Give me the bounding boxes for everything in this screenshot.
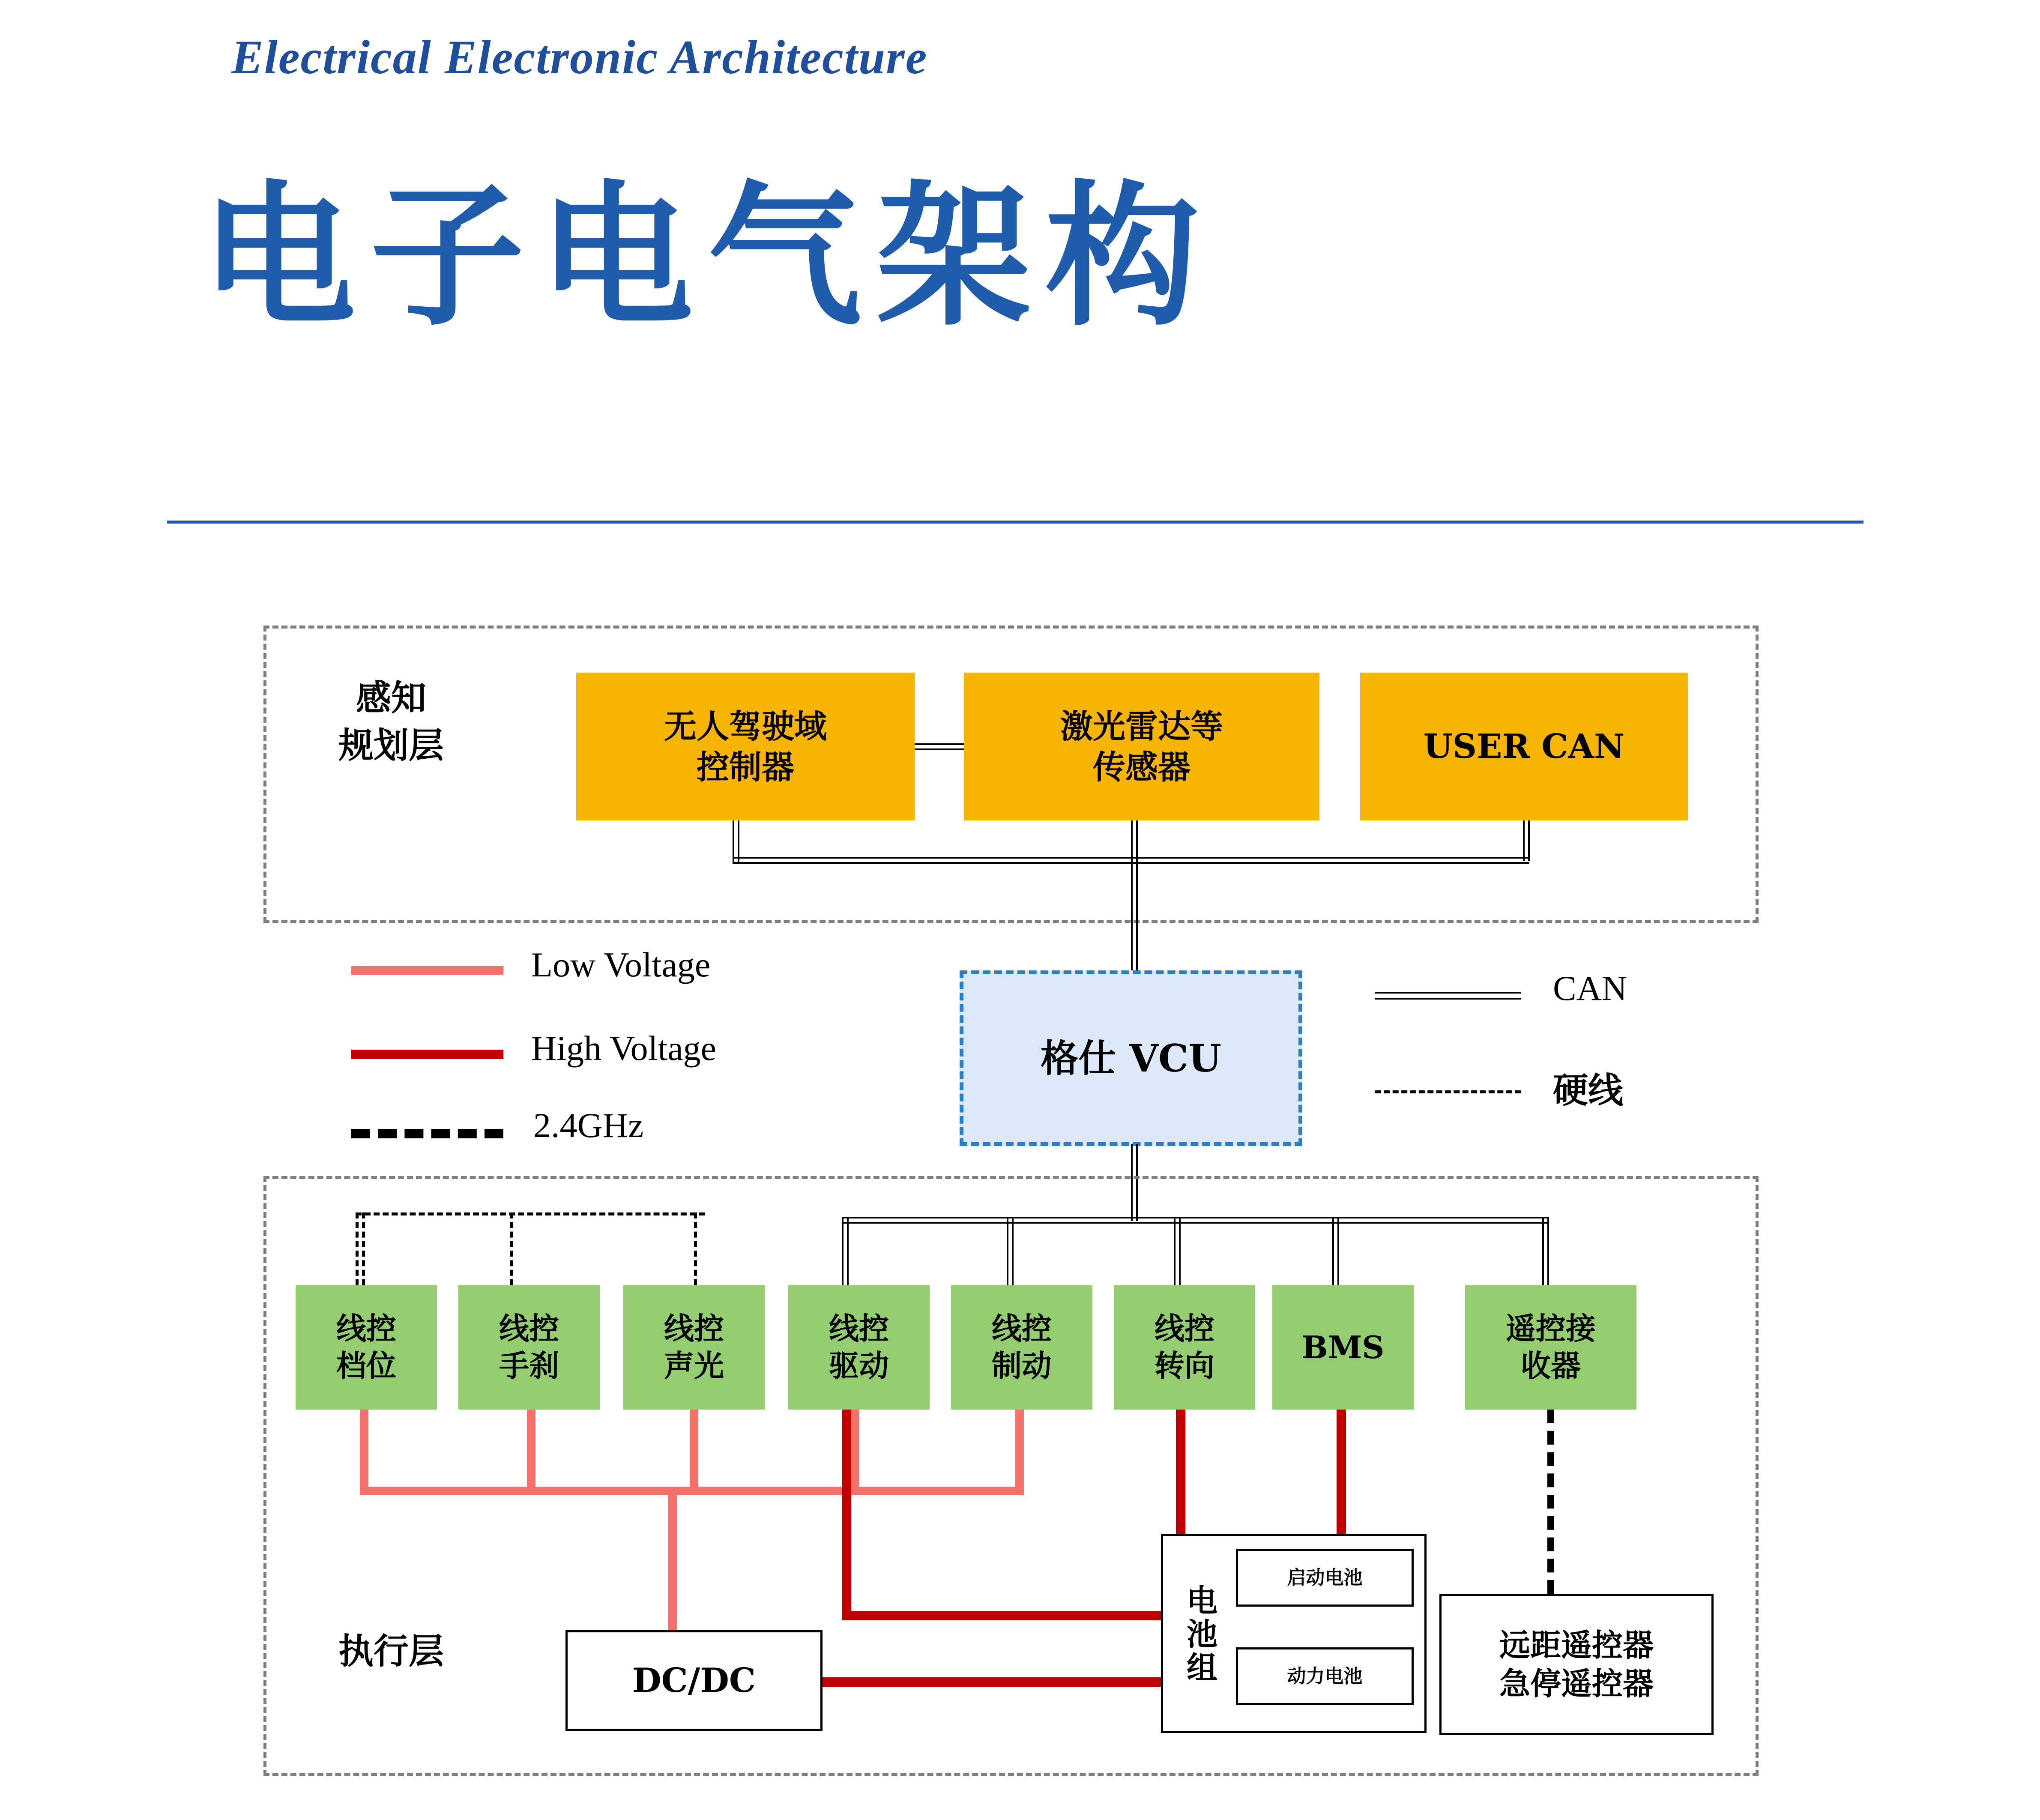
node-user-can-label: USER CAN <box>1423 727 1625 766</box>
node-start-battery-label: 启动电池 <box>1287 1567 1363 1589</box>
legend-low-voltage-label: Low Voltage <box>531 945 711 984</box>
perception-layer-label-line2: 规划层 <box>338 725 444 766</box>
node-drive-by-wire-gear[interactable] <box>296 1285 437 1410</box>
node-power-battery-label: 动力电池 <box>1287 1665 1363 1687</box>
node-user-can[interactable] <box>1360 673 1688 820</box>
node-autonomous-driving-domain-controller[interactable] <box>576 673 915 820</box>
node-steer-line1: 线控 <box>1155 1311 1214 1346</box>
legend-hardwire-swatch <box>1375 1090 1521 1093</box>
hardwire-drop-ebrake <box>510 1212 513 1285</box>
can-drop-receiver <box>1542 1217 1549 1285</box>
hardwire-drop-sound <box>694 1212 697 1285</box>
lv-drop-drive <box>850 1410 859 1491</box>
legend-wireless-label: 2.4GHz <box>533 1106 644 1145</box>
hv-dcdc-to-battery <box>818 1677 1165 1687</box>
node-receiver-line1: 遥控接 <box>1506 1311 1596 1346</box>
node-steer-line2: 转向 <box>1155 1348 1214 1383</box>
node-gear-line2: 档位 <box>336 1348 396 1383</box>
legend-high-voltage-label: High Voltage <box>531 1029 717 1068</box>
node-drive-by-wire-sound-light[interactable] <box>623 1285 765 1410</box>
node-ebrake-line1: 线控 <box>499 1311 559 1346</box>
wireless-link-receiver-remote <box>1547 1410 1554 1594</box>
node-adc-line1: 无人驾驶域 <box>664 707 827 745</box>
legend-wireless-swatch <box>351 1129 503 1138</box>
hardwire-bus <box>356 1212 705 1215</box>
node-lidar-line2: 传感器 <box>1093 748 1190 786</box>
node-receiver-line2: 收器 <box>1521 1348 1581 1383</box>
can-drop-usercan <box>1523 820 1530 861</box>
can-drop-drive <box>842 1217 849 1285</box>
lv-drop-gear <box>360 1410 368 1491</box>
can-trunk-to-vcu <box>1131 857 1138 973</box>
node-dcdc[interactable] <box>565 1630 823 1731</box>
node-power-battery[interactable] <box>1236 1647 1414 1705</box>
execution-layer-label: 执行层 <box>338 1631 444 1672</box>
node-lidar-sensors[interactable] <box>964 673 1319 820</box>
node-drive-by-wire-drive[interactable] <box>788 1285 930 1410</box>
page-subtitle-english: Electrical Electronic Architecture <box>231 31 928 84</box>
node-start-battery[interactable] <box>1236 1549 1414 1607</box>
lv-drop-ebrake <box>527 1410 535 1491</box>
lv-riser-to-dcdc <box>668 1487 677 1632</box>
can-link-adc-lidar <box>915 743 964 750</box>
can-drop-steer <box>1174 1217 1181 1285</box>
legend-low-voltage-swatch <box>351 966 503 975</box>
legend-can-swatch <box>1375 992 1521 1000</box>
hardwire-drop-gear <box>362 1212 365 1285</box>
node-vcu-label: 格仕 VCU <box>1041 1036 1221 1081</box>
page-title-chinese: 电子电气架构 <box>201 167 1214 347</box>
node-gear-line1: 线控 <box>336 1311 396 1346</box>
lv-drop-brake <box>1015 1410 1024 1491</box>
node-drive-by-wire-brake[interactable] <box>951 1285 1092 1410</box>
node-brake-line2: 制动 <box>992 1348 1052 1383</box>
node-battery-pack-label-wrap <box>1174 1547 1225 1722</box>
can-bus-execution <box>842 1217 1549 1224</box>
node-brake-line1: 线控 <box>992 1311 1052 1346</box>
node-sound-line1: 线控 <box>664 1311 724 1346</box>
node-drive-line2: 驱动 <box>829 1348 889 1383</box>
header-divider <box>167 521 1864 524</box>
node-sound-line2: 声光 <box>664 1348 724 1383</box>
node-remote-receiver[interactable] <box>1465 1285 1636 1410</box>
node-drive-by-wire-steering[interactable] <box>1114 1285 1255 1410</box>
can-drop-bms <box>1332 1217 1339 1285</box>
hv-drop-bms <box>1337 1410 1346 1538</box>
node-drive-by-wire-handbrake[interactable] <box>458 1285 600 1410</box>
can-drop-brake <box>1007 1217 1014 1285</box>
lv-drop-sound <box>690 1410 698 1491</box>
legend-can-label: CAN <box>1553 969 1627 1008</box>
node-bms-label: BMS <box>1301 1329 1385 1365</box>
node-battery-pack-label: 电池组 <box>1182 1584 1217 1685</box>
node-remote-line2: 急停遥控器 <box>1499 1666 1654 1702</box>
perception-layer-label <box>338 675 444 769</box>
node-remote-line1: 远距遥控器 <box>1499 1627 1654 1663</box>
legend-hardwire-label: 硬线 <box>1553 1070 1624 1111</box>
node-drive-line1: 线控 <box>829 1311 889 1346</box>
node-bms[interactable] <box>1272 1285 1414 1410</box>
node-vcu[interactable] <box>960 970 1302 1146</box>
node-long-range-remote[interactable] <box>1439 1594 1714 1735</box>
node-ebrake-line2: 手刹 <box>499 1348 559 1383</box>
hardwire-riser <box>356 1212 359 1285</box>
can-drop-lidar <box>1131 820 1138 861</box>
perception-layer-label-line1: 感知 <box>356 678 427 718</box>
legend-high-voltage-swatch <box>351 1050 503 1059</box>
hv-drop-drive <box>842 1410 851 1615</box>
node-adc-line2: 控制器 <box>697 748 794 786</box>
node-lidar-line1: 激光雷达等 <box>1060 707 1223 745</box>
node-dcdc-label: DC/DC <box>632 1661 756 1700</box>
